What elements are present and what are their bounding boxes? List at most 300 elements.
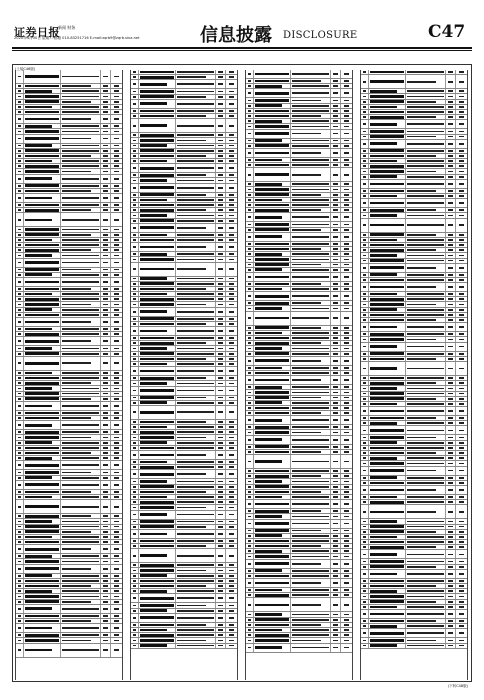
text-placeholder <box>140 533 166 536</box>
table-cell <box>226 287 237 291</box>
text-placeholder <box>407 143 444 145</box>
table-cell <box>139 446 175 450</box>
text-placeholder <box>25 125 51 128</box>
text-placeholder <box>344 216 349 218</box>
table-cell <box>246 371 254 375</box>
table-cell <box>111 565 122 573</box>
text-placeholder <box>103 601 107 603</box>
text-placeholder <box>25 452 58 455</box>
table-cell <box>131 367 139 375</box>
text-placeholder <box>459 160 464 162</box>
text-placeholder <box>363 410 366 412</box>
text-placeholder <box>114 262 119 264</box>
table-cell <box>111 313 122 317</box>
text-placeholder <box>25 249 58 252</box>
table-cell <box>361 638 369 642</box>
text-placeholder <box>18 521 21 523</box>
text-placeholder <box>370 525 403 528</box>
table-cell <box>406 75 446 88</box>
text-placeholder <box>140 411 173 414</box>
table-cell <box>291 628 331 632</box>
text-placeholder <box>229 234 234 236</box>
table-cell <box>111 644 122 657</box>
text-placeholder <box>248 288 251 290</box>
text-placeholder <box>370 95 403 98</box>
table-cell <box>254 593 290 597</box>
text-placeholder <box>218 645 222 647</box>
table-cell <box>246 79 254 83</box>
table-cell <box>361 352 369 356</box>
table-cell <box>101 565 112 573</box>
text-placeholder <box>344 419 349 421</box>
table-cell <box>216 638 227 642</box>
text-placeholder <box>344 145 349 147</box>
table-cell <box>456 644 467 648</box>
text-placeholder <box>448 71 452 73</box>
text-placeholder <box>140 174 173 177</box>
text-placeholder <box>62 239 99 241</box>
text-placeholder <box>229 605 234 607</box>
text-placeholder <box>363 463 366 465</box>
text-placeholder <box>344 209 349 211</box>
table-cell <box>246 70 254 78</box>
text-placeholder <box>363 561 366 563</box>
text-placeholder <box>218 555 222 557</box>
table-cell <box>406 619 446 623</box>
table-cell <box>331 390 342 394</box>
text-placeholder <box>459 111 464 113</box>
table-cell <box>291 396 331 400</box>
text-placeholder <box>255 407 288 410</box>
table-cell <box>61 644 101 657</box>
table-cell <box>361 505 369 518</box>
text-placeholder <box>448 234 452 236</box>
table-cell <box>246 520 254 528</box>
table-cell <box>361 248 369 252</box>
text-placeholder <box>62 131 99 133</box>
table-cell <box>406 376 446 380</box>
table-cell <box>406 169 446 173</box>
table-cell <box>456 619 467 623</box>
text-placeholder <box>133 215 136 217</box>
table-cell <box>291 514 331 518</box>
text-placeholder <box>25 436 58 439</box>
text-placeholder <box>18 85 21 87</box>
table-cell <box>369 100 405 104</box>
table-cell <box>101 154 112 158</box>
text-placeholder <box>140 134 173 137</box>
text-placeholder <box>292 183 329 185</box>
text-placeholder <box>407 183 444 185</box>
text-placeholder <box>459 274 464 276</box>
text-placeholder <box>103 249 107 251</box>
text-placeholder <box>370 595 403 598</box>
text-placeholder <box>140 268 173 271</box>
text-placeholder <box>407 645 444 647</box>
text-placeholder <box>255 582 288 585</box>
table-cell <box>226 297 237 301</box>
table-cell <box>446 75 457 88</box>
text-placeholder <box>255 431 288 434</box>
text-placeholder <box>62 288 92 290</box>
text-placeholder <box>62 293 99 295</box>
text-placeholder <box>140 95 173 98</box>
table-cell <box>246 158 254 162</box>
text-placeholder <box>18 447 21 449</box>
table-row <box>361 644 467 649</box>
table-cell <box>139 282 175 286</box>
text-placeholder <box>370 111 403 114</box>
text-placeholder <box>344 372 349 374</box>
text-placeholder <box>218 610 222 612</box>
table-cell <box>369 273 405 277</box>
text-placeholder <box>218 590 222 592</box>
text-placeholder <box>448 358 452 360</box>
table-cell <box>24 268 60 272</box>
text-placeholder <box>292 629 329 631</box>
text-placeholder <box>133 486 136 488</box>
table-row <box>16 421 122 430</box>
table-cell <box>226 435 237 439</box>
text-placeholder <box>363 106 366 108</box>
text-placeholder <box>363 393 366 395</box>
text-placeholder <box>103 314 107 316</box>
table-cell <box>369 559 405 563</box>
text-placeholder <box>140 377 173 380</box>
table-row <box>246 130 352 139</box>
text-placeholder <box>229 293 234 295</box>
text-placeholder <box>344 392 349 394</box>
text-placeholder <box>25 362 58 365</box>
text-placeholder <box>133 330 136 332</box>
table-cell <box>341 485 352 489</box>
text-placeholder <box>18 204 21 206</box>
table-cell <box>24 525 60 529</box>
text-placeholder <box>363 457 366 459</box>
text-placeholder <box>140 277 166 280</box>
table-row <box>16 402 122 411</box>
table-cell <box>176 184 216 192</box>
text-placeholder <box>18 531 21 533</box>
text-placeholder <box>229 220 234 222</box>
table-cell <box>216 336 227 340</box>
text-placeholder <box>103 269 107 271</box>
text-placeholder <box>448 625 452 627</box>
text-placeholder <box>255 529 288 532</box>
table-cell <box>131 352 139 356</box>
text-placeholder <box>18 106 21 108</box>
table-cell <box>226 322 237 326</box>
text-placeholder <box>140 160 166 163</box>
text-placeholder <box>407 106 444 108</box>
table-cell <box>139 430 175 434</box>
text-placeholder <box>218 209 222 211</box>
table-cell <box>61 371 101 375</box>
text-placeholder <box>292 236 329 238</box>
table-cell <box>291 213 331 221</box>
table-cell <box>406 248 446 252</box>
table-cell <box>331 203 342 207</box>
table-cell <box>139 609 175 613</box>
table-cell <box>111 149 122 153</box>
table-cell <box>139 633 175 637</box>
table-cell <box>61 579 101 583</box>
text-placeholder <box>333 189 337 191</box>
text-placeholder <box>333 379 337 381</box>
text-placeholder <box>333 283 337 285</box>
text-placeholder <box>218 454 222 456</box>
table-cell <box>139 193 175 197</box>
table-cell <box>406 638 446 642</box>
table-cell <box>369 75 405 88</box>
table-cell <box>61 495 101 499</box>
text-placeholder <box>103 531 107 533</box>
table-cell <box>61 446 101 450</box>
text-placeholder <box>248 259 251 261</box>
table-cell <box>456 253 467 257</box>
text-placeholder <box>114 536 119 538</box>
table-cell <box>246 301 254 305</box>
table-cell <box>216 500 227 504</box>
text-placeholder <box>229 115 234 117</box>
table-cell <box>61 397 101 401</box>
table-cell <box>61 614 101 618</box>
text-placeholder <box>407 422 444 424</box>
text-placeholder <box>140 90 173 93</box>
text-placeholder <box>229 246 234 248</box>
text-placeholder <box>103 309 107 311</box>
text-placeholder <box>292 80 322 82</box>
table-cell <box>361 189 369 193</box>
table-cell <box>291 539 331 543</box>
table-cell <box>406 243 446 247</box>
table-cell <box>111 278 122 286</box>
table-cell <box>369 486 405 494</box>
text-placeholder <box>114 204 119 206</box>
table-cell <box>456 302 467 306</box>
table-cell <box>446 605 457 609</box>
text-placeholder <box>459 255 464 257</box>
text-placeholder <box>344 174 349 176</box>
table-cell <box>406 238 446 242</box>
table-cell <box>24 481 60 489</box>
text-placeholder <box>140 540 173 543</box>
table-cell <box>131 376 139 380</box>
table-cell <box>131 109 139 113</box>
table-cell <box>101 397 112 401</box>
table-cell <box>291 436 331 444</box>
text-placeholder <box>459 267 464 269</box>
text-placeholder <box>248 140 251 142</box>
text-placeholder <box>255 283 288 286</box>
table-cell <box>111 545 122 553</box>
table-cell <box>226 203 237 207</box>
text-placeholder <box>255 216 281 219</box>
text-placeholder <box>370 417 403 420</box>
text-placeholder <box>114 575 119 577</box>
table-cell <box>456 140 467 148</box>
text-placeholder <box>18 190 21 192</box>
text-placeholder <box>248 402 251 404</box>
table-cell <box>291 163 331 167</box>
text-placeholder <box>62 627 99 629</box>
text-placeholder <box>25 273 51 276</box>
table-cell <box>139 297 175 301</box>
text-placeholder <box>255 183 281 186</box>
table-cell <box>254 569 290 573</box>
text-placeholder <box>25 184 58 187</box>
table-cell <box>24 169 60 173</box>
text-placeholder <box>370 155 403 158</box>
table-cell <box>341 98 352 102</box>
text-placeholder <box>333 115 337 117</box>
text-placeholder <box>114 288 119 290</box>
text-placeholder <box>177 486 214 488</box>
text-placeholder <box>363 546 366 548</box>
text-placeholder <box>177 348 214 350</box>
table-cell <box>61 430 101 434</box>
text-placeholder <box>25 352 58 355</box>
table-cell <box>139 233 175 237</box>
table-cell <box>216 341 227 345</box>
text-placeholder <box>18 575 21 577</box>
table-cell <box>446 362 457 375</box>
table-cell <box>226 623 237 627</box>
table-cell <box>226 109 237 113</box>
text-placeholder <box>370 293 396 296</box>
table-cell <box>446 318 457 322</box>
table-cell <box>446 565 457 569</box>
table-cell <box>101 175 112 183</box>
table-row <box>246 168 352 182</box>
table-cell <box>111 184 122 188</box>
text-placeholder <box>248 640 251 642</box>
text-placeholder <box>103 548 107 550</box>
table-cell <box>456 545 467 549</box>
table-cell <box>101 638 112 642</box>
table-cell <box>291 544 331 548</box>
text-placeholder <box>177 140 207 142</box>
table-cell <box>456 264 467 272</box>
table-cell <box>254 213 290 221</box>
text-placeholder <box>292 164 329 166</box>
text-placeholder <box>177 160 214 162</box>
table-cell <box>61 184 101 188</box>
table-cell <box>341 425 352 429</box>
text-placeholder <box>248 540 251 542</box>
table-cell <box>101 456 112 460</box>
table-cell <box>246 490 254 494</box>
text-placeholder <box>18 160 21 162</box>
table-cell <box>291 416 331 424</box>
text-placeholder <box>177 540 214 542</box>
table-cell <box>131 297 139 301</box>
text-placeholder <box>248 556 251 558</box>
table-cell <box>16 633 24 637</box>
table-cell <box>16 589 24 593</box>
table-cell <box>226 100 237 108</box>
text-placeholder <box>114 398 119 400</box>
table-cell <box>361 105 369 109</box>
table-cell <box>61 189 101 193</box>
text-placeholder <box>218 570 222 572</box>
table-cell <box>176 500 216 504</box>
table-cell <box>361 238 369 242</box>
table-cell <box>111 589 122 593</box>
table-cell <box>131 322 139 326</box>
table-cell <box>216 238 227 242</box>
text-placeholder <box>255 460 281 463</box>
table-cell <box>226 282 237 286</box>
text-placeholder <box>140 447 173 450</box>
table-cell <box>331 98 342 102</box>
text-placeholder <box>25 447 58 450</box>
text-placeholder <box>255 152 288 155</box>
table-cell <box>246 130 254 138</box>
table-cell <box>446 208 457 212</box>
table-cell <box>176 144 216 148</box>
table-cell <box>61 318 101 326</box>
table-cell <box>61 332 101 336</box>
table-cell <box>446 323 457 331</box>
table-cell <box>101 430 112 434</box>
text-placeholder <box>448 183 452 185</box>
text-placeholder <box>25 397 58 400</box>
table-cell <box>61 525 101 529</box>
text-placeholder <box>229 437 234 439</box>
table-cell <box>24 535 60 539</box>
text-placeholder <box>363 541 366 543</box>
text-placeholder <box>333 647 337 649</box>
table-cell <box>369 175 405 179</box>
text-placeholder <box>140 485 173 488</box>
text-placeholder <box>448 580 452 582</box>
table-cell <box>131 317 139 321</box>
table-cell <box>226 277 237 281</box>
table-cell <box>16 144 24 148</box>
text-placeholder <box>333 110 337 112</box>
text-placeholder <box>407 410 444 412</box>
table-cell <box>291 352 331 356</box>
text-placeholder <box>218 150 222 152</box>
text-placeholder <box>448 309 452 311</box>
table-cell <box>291 430 331 434</box>
text-placeholder <box>370 382 403 385</box>
text-placeholder <box>114 590 119 592</box>
table-row <box>361 486 467 495</box>
text-placeholder <box>370 254 396 257</box>
table-cell <box>291 98 331 102</box>
table-cell <box>456 94 467 98</box>
text-placeholder <box>103 568 107 570</box>
table-cell <box>111 297 122 301</box>
table-cell <box>291 390 331 394</box>
table-cell <box>341 193 352 197</box>
table-cell <box>216 579 227 583</box>
text-placeholder <box>363 286 366 288</box>
text-placeholder <box>18 640 21 642</box>
text-placeholder <box>133 402 136 404</box>
text-placeholder <box>292 419 329 421</box>
text-placeholder <box>229 239 234 241</box>
text-placeholder <box>333 360 337 362</box>
table-cell <box>406 253 446 257</box>
text-placeholder <box>292 288 329 290</box>
table-cell <box>456 505 467 518</box>
table-cell <box>111 605 122 613</box>
text-placeholder <box>25 204 58 207</box>
table-cell <box>101 495 112 499</box>
